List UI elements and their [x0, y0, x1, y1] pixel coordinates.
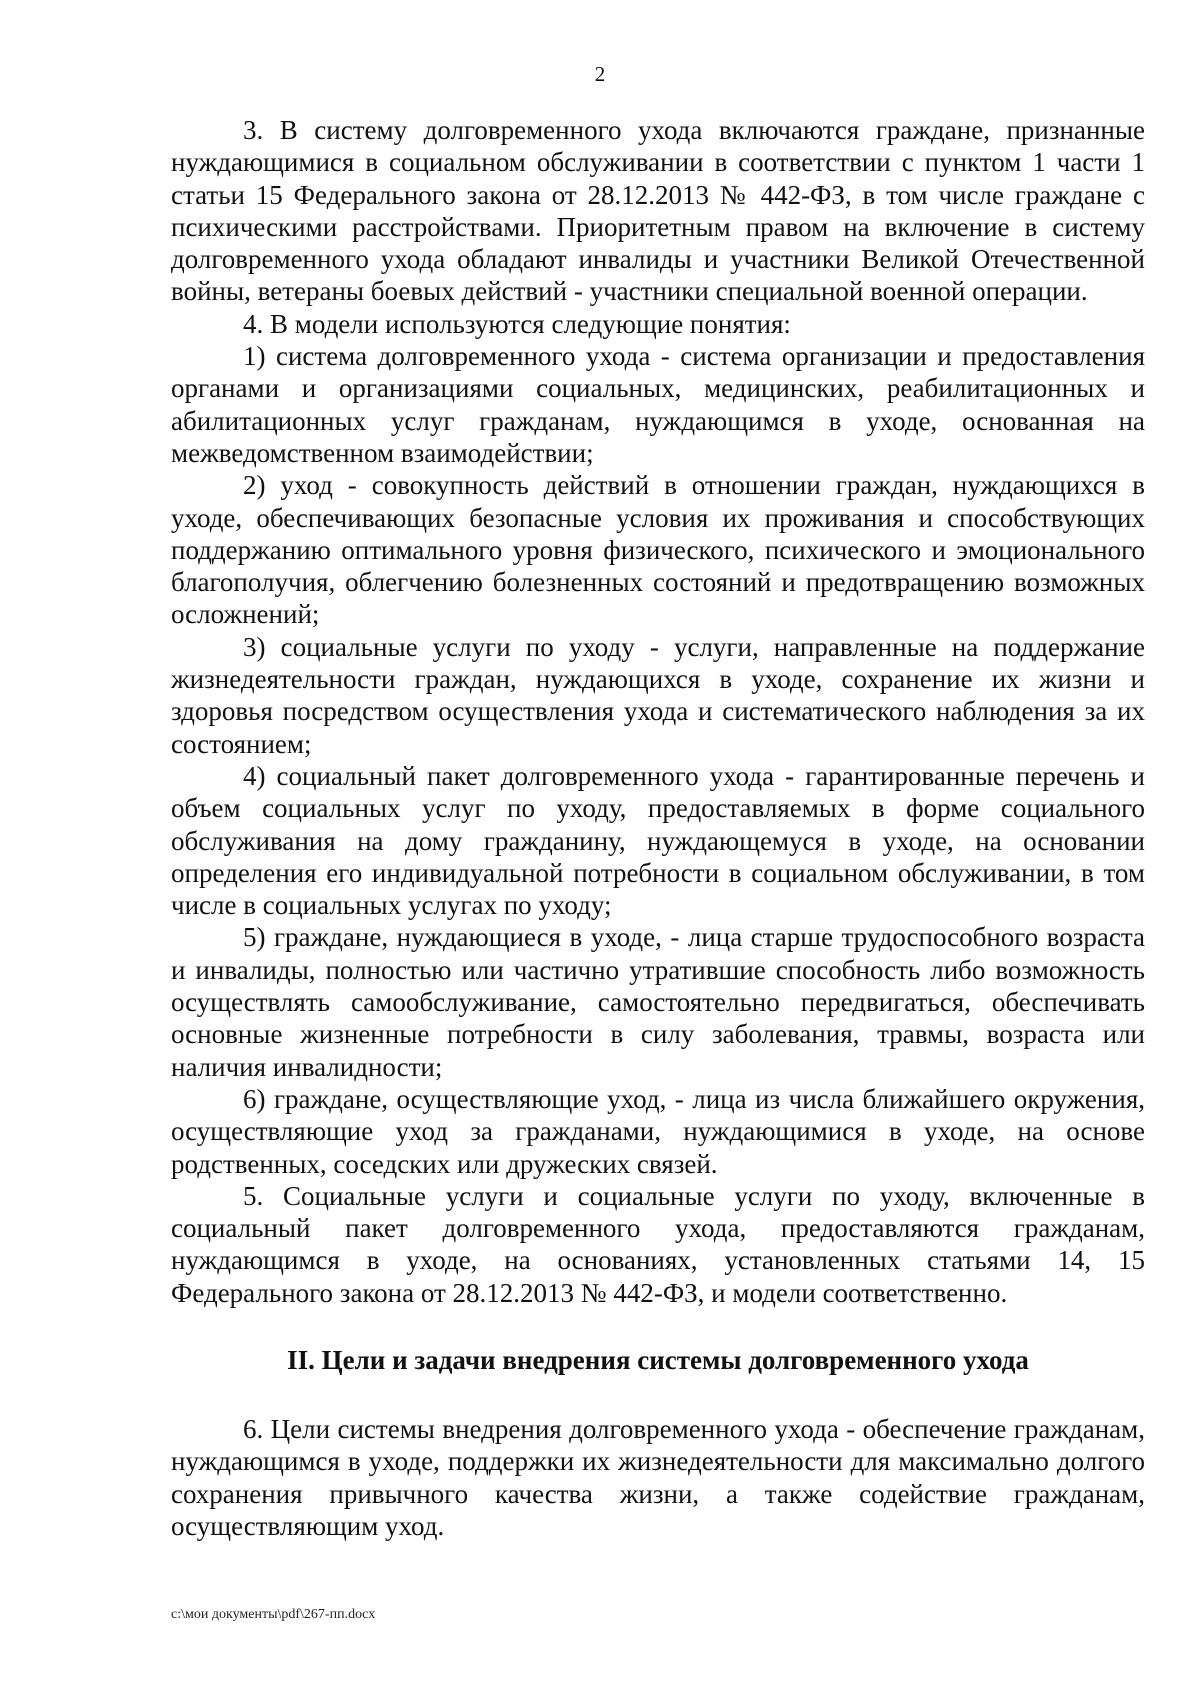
definition-4: 4) социальный пакет долговременного ухода - гарантированные перечень и объем социальных услуг по уходу, предоставляемых в форме социального обслуживания на дому гражданину, нуждающемуся в уходе, на основании определения его индивидуальной потребности в социальном обслуживании, в том числе в социальных услугах по уходу;: [171, 760, 1145, 921]
document-body: [171, 114, 1145, 1542]
definition-2: 2) уход - совокупность действий в отношении граждан, нуждающихся в уходе, обеспечивающих безопасные условия их проживания и способствующих поддержанию оптимального уровня физического, психического и эмоционального благополучия, облегчению болезненных состояний и предотвращению возможных осложнений;: [171, 470, 1145, 630]
paragraph-6: 6. Цели системы внедрения долговременного ухода - обеспечение гражданам, нуждающимся в уходе, поддержки их жизнедеятельности для максимально долгого сохранения привычного качества жизни, а также содействие гражданам, осуществляющим уход.: [171, 1413, 1145, 1541]
definition-5: 5) граждане, нуждающиеся в уходе, - лица старше трудоспособного возраста и инвалиды, полностью или частично утратившие способность либо возможность осуществлять самообслуживание, самостоятельно передвигаться, обеспечивать основные жизненные потребности в силу заболевания, травмы, возраста или наличия инвалидности;: [171, 922, 1145, 1082]
paragraph-5: 5. Социальные услуги и социальные услуги по уходу, включенные в социальный пакет долговременного ухода, предоставляются гражданам, нуждающимся в уходе, на основаниях, установленных статьями 14, 15 Федерального закона от 28.12.2013 № 442-ФЗ, и модели соответственно.: [171, 1180, 1145, 1308]
section-heading: II. Цели и задачи внедрения системы долговременного ухода: [287, 1344, 1029, 1375]
paragraph-4: 4. В модели используются следующие понятия:: [243, 308, 791, 339]
definition-1: 1) система долговременного ухода - система организации и предоставления органами и организациями социальных, медицинских, реабилитационных и абилитационных услуг гражданам, нуждающимся в уходе, основанная на межведомственном взаимодействии;: [171, 341, 1145, 468]
paragraph-3: 3. В систему долговременного ухода включаются граждане, признанные нуждающимися в социальном обслуживании в соответствии с пунктом 1 части 1 статьи 15 Федерального закона от 28.12.2013 № 442-ФЗ, в том числе граждане с психическими расстройствами. Приоритетным правом на включение в систему долговременного ухода обладают инвалиды и участники Великой Отечественной войны, ветераны боевых действий - участники специальной военной операции.: [171, 115, 1145, 307]
definition-6: 6) граждане, осуществляющие уход, - лица из числа ближайшего окружения, осуществляющие уход за гражданами, нуждающимися в уходе, на основе родственных, соседских или дружеских связей.: [171, 1083, 1145, 1179]
page-number: 2: [594, 62, 606, 86]
footer-file-path: c:\мои документы\pdf\267-пп.docx: [171, 1607, 376, 1622]
definition-3: 3) социальные услуги по уходу - услуги, направленные на поддержание жизнедеятельности граждан, нуждающихся в уходе, сохранение их жизни и здоровья посредством осуществления ухода и систематического наблюдения за их состоянием;: [171, 631, 1145, 759]
